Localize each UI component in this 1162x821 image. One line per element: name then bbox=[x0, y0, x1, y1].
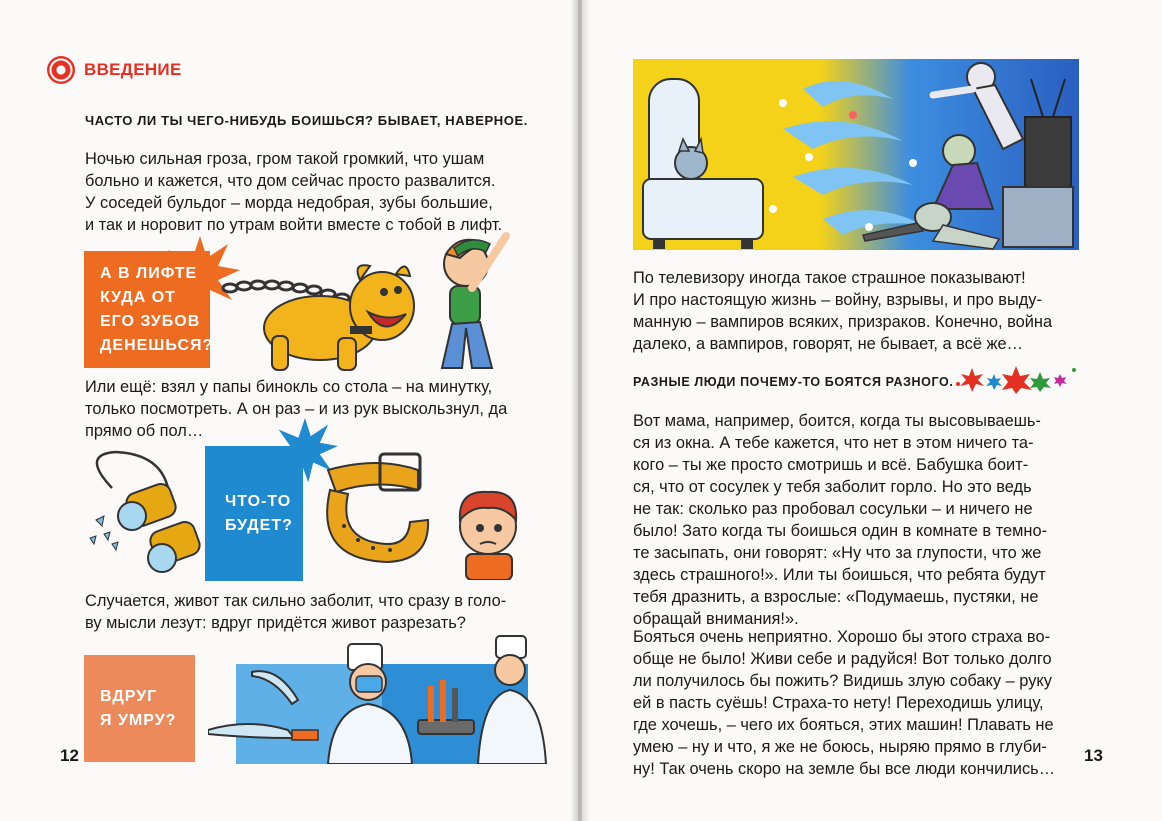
bulldog-boy-illustration bbox=[210, 228, 540, 378]
target-icon bbox=[47, 56, 75, 84]
page-number-left: 12 bbox=[60, 746, 79, 765]
left-paragraph-3: Случается, живот так сильно заболит, что сразу в голо- ву мысли лезут: вдруг придётся живот разрезать? bbox=[85, 592, 507, 632]
worried-boy-icon bbox=[460, 492, 516, 580]
right-page bbox=[582, 0, 1162, 821]
section-header bbox=[47, 56, 182, 84]
callout-doctors: ВДРУГ Я УМРУ? bbox=[84, 655, 195, 762]
section-title: ВВЕДЕНИЕ bbox=[84, 60, 182, 79]
binoculars-icon bbox=[118, 481, 202, 572]
tv-ghosts-illustration bbox=[633, 59, 1079, 250]
doctors-illustration bbox=[208, 634, 553, 764]
book-gutter-shadow bbox=[570, 0, 590, 821]
right-paragraph-3: Бояться очень неприятно. Хорошо бы этого страха во- обще не было! Живи себе и радуйся! Вот только долго ли получилось бы пожить? Видишь злую собаку – руку ей в пасть суёшь! Страха-то нету! Переходишь улицу, где хочешь, – чего их бояться, этих машин! Плавать не умею – ну и что, я же не боюсь, ныряю прямо в глуби- ну! Так очень скоро на земле бы все люди кончились… bbox=[633, 628, 1056, 778]
page-number-right: 13 bbox=[1084, 746, 1103, 765]
belt-boy-illustration bbox=[318, 450, 528, 580]
decorative-stars-icon bbox=[954, 364, 1080, 394]
left-paragraph-1: Ночью сильная гроза, гром такой громкий, что ушам больно и кажется, что дом сейчас просто развалится. У соседей бульдог – морда недобрая, зубы большие, и так и норовит по утрам войти вместе с тобой в лифт. bbox=[85, 150, 503, 234]
belt-icon bbox=[327, 454, 428, 562]
boy-icon bbox=[442, 236, 506, 368]
left-paragraph-2: Или ещё: взял у папы бинокль со стола – на минутку, только посмотреть. А он раз – и из рук выскользнул, да прямо об пол… bbox=[85, 378, 508, 440]
binoculars-illustration bbox=[76, 448, 210, 576]
right-paragraph-1: По телевизору иногда такое страшное показывают! И про настоящую жизнь – войну, взрывы, и про выду- манную – вампиров всяких, призраков. Конечно, война далеко, а вампиров, говорят, не бывает, а всё же… bbox=[633, 269, 1053, 353]
callout-elevator: А В ЛИФТЕ КУДА ОТ ЕГО ЗУБОВ ДЕНЕШЬСЯ? bbox=[84, 251, 210, 368]
left-heading: ЧАСТО ЛИ ТЫ ЧЕГО-НИБУДЬ БОИШЬСЯ? БЫВАЕТ, НАВЕРНОЕ. bbox=[85, 113, 528, 128]
callout-binoculars: ЧТО-ТО БУДЕТ? bbox=[205, 446, 303, 581]
left-page bbox=[0, 0, 578, 821]
right-paragraph-2: Вот мама, например, боится, когда ты высовываешь- ся из окна. А тебе кажется, что нет в этом ничего та- кого – ты же просто смотришь и всё. Бабушка боит- ся, что от сосулек у тебя заболит горло. Но это ведь не так: сколько раз пробовал сосульки – и ничего не было! Зато когда ты боишься один в комнате в темно- те засыпать, они говорят: «Ну что за глупости, что же здесь страшного!». Или ты боишься, что ребята будут тебя дразнить, а взрослые: «Подумаешь, пустяки, не обращай внимания!». bbox=[633, 412, 1048, 628]
right-heading: РАЗНЫЕ ЛЮДИ ПОЧЕМУ-ТО БОЯТСЯ РАЗНОГО. bbox=[633, 375, 954, 389]
